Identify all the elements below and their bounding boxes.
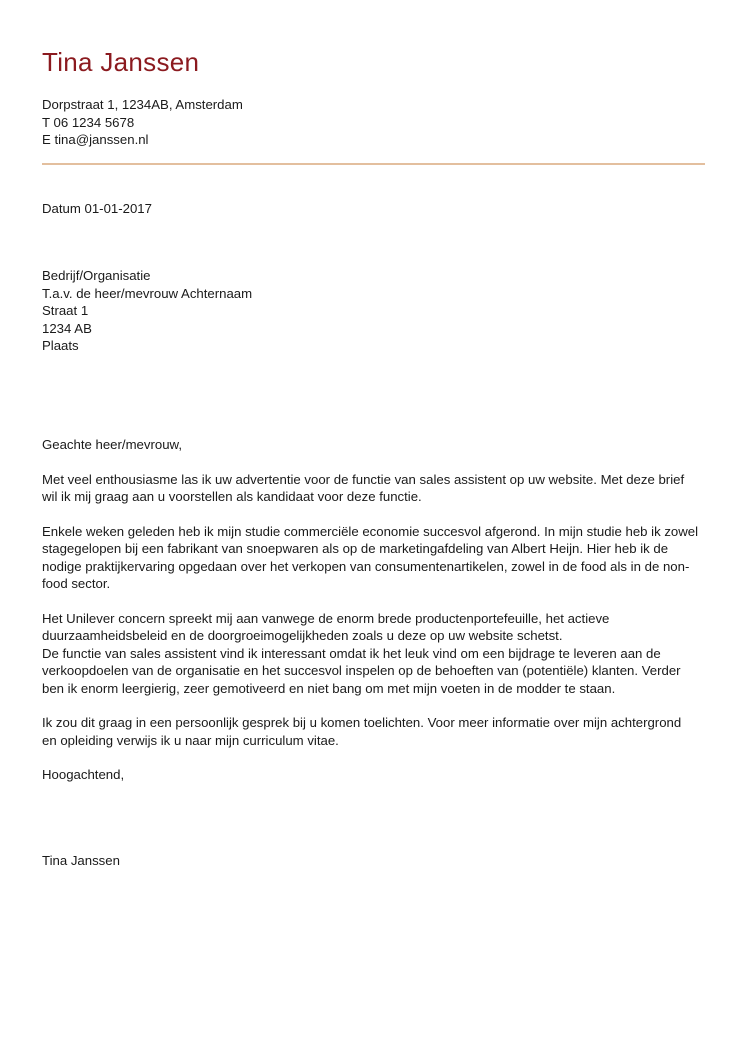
- paragraph-line: wil ik mij graag aan u voorstellen als kandidaat voor deze functie.: [42, 489, 422, 504]
- paragraph-line: Enkele weken geleden heb ik mijn studie commerciële economie succesvol afgerond. In mijn studie heb ik zowel: [42, 523, 699, 539]
- paragraph-line: duurzaamheidsbeleid en de doorgroeimogelijkheden zoals u deze op uw website schetst.: [42, 628, 563, 643]
- recipient-city: Plaats: [42, 338, 79, 353]
- sender-address: Dorpstraat 1, 1234AB, Amsterdam: [42, 97, 243, 112]
- recipient-block: [42, 267, 252, 355]
- paragraph-line: Het Unilever concern spreekt mij aan vanwege de enorm brede productenportefeuille, het actieve: [42, 610, 610, 626]
- paragraph-closing-remarks: [42, 714, 702, 749]
- letter-body: [42, 436, 702, 869]
- paragraph-line: ben ik enorm leergierig, zeer gemotiveerd en niet bang om met mijn voeten in de modder te staan.: [42, 680, 616, 696]
- paragraph-motivation: [42, 610, 702, 698]
- signature-name: Tina Janssen: [42, 852, 120, 868]
- paragraph-line: Ik zou dit graag in een persoonlijk gesprek bij u komen toelichten. Voor meer informatie over mijn achtergrond: [42, 715, 682, 730]
- sender-email: E tina@janssen.nl: [42, 132, 149, 147]
- paragraph-intro: [42, 471, 702, 506]
- salutation: Geachte heer/mevrouw,: [42, 437, 183, 452]
- paragraph-line: Met veel enthousiasme las ik uw advertentie voor de functie van sales assistent op uw website. Met deze brief: [42, 471, 685, 487]
- recipient-postcode: 1234 AB: [42, 320, 92, 336]
- paragraph-line: en opleiding verwijs ik u naar mijn curriculum vitae.: [42, 732, 339, 748]
- recipient-company: Bedrijf/Organisatie: [42, 268, 151, 283]
- header-divider: [42, 163, 705, 165]
- paragraph-line: De functie van sales assistent vind ik interessant omdat ik het leuk vind om een bijdrage te leveren aan de: [42, 645, 661, 661]
- paragraph-line: stagegelopen bij een fabrikant van snoepwaren als op de marketingafdeling van Albert Heijn. Hier heb ik de: [42, 541, 669, 556]
- sender-phone: T 06 1234 5678: [42, 114, 135, 130]
- paragraph-line: verkoopdoelen van de organisatie en het succesvol inspelen op de behoeften van (potentiële) klanten. Verder: [42, 663, 681, 678]
- letter-date: Datum 01-01-2017: [42, 201, 152, 216]
- closing: Hoogachtend,: [42, 767, 125, 782]
- paragraph-line: nodige praktijkervaring opgedaan over het verkopen van consumentenartikelen, zowel in de food als in de non-: [42, 558, 690, 574]
- sender-contact-block: [42, 96, 243, 149]
- paragraph-line: food sector.: [42, 576, 111, 591]
- paragraph-education: [42, 523, 702, 593]
- recipient-attention: T.a.v. de heer/mevrouw Achternaam: [42, 285, 253, 301]
- recipient-street: Straat 1: [42, 303, 89, 318]
- sender-name: Tina Janssen: [42, 47, 200, 77]
